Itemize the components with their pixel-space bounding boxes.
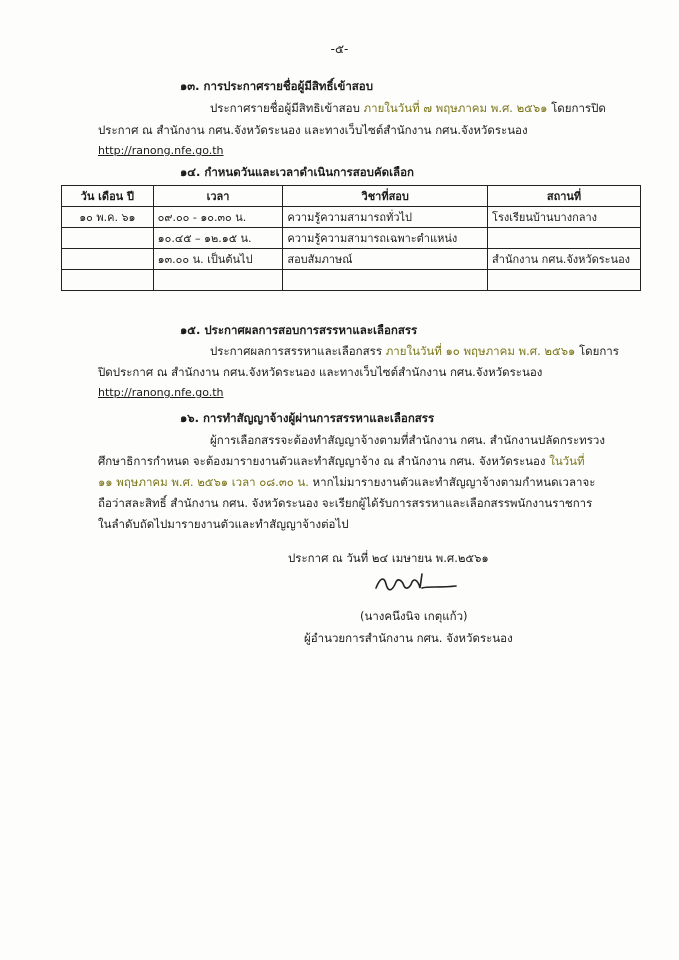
section-16-line-2 [98,453,585,471]
section-13-heading: ๑๓. การประกาศรายชื่อผู้มีสิทธิ์เข้าสอบ [180,79,374,93]
table-cell [488,270,641,291]
table-row [62,207,641,228]
section-13-text: ประกาศรายชื่อผู้มีสิทธิเข้าสอบ [210,101,364,115]
header-place: สถานที่ [488,186,641,207]
section-13-link[interactable]: http://ranong.nfe.go.th [98,144,224,157]
table-cell: สำนักงาน กศน.จังหวัดระนอง [488,249,641,270]
section-13-line-1 [210,100,606,118]
table-cell [62,249,154,270]
table-row [62,270,641,291]
table-cell: โรงเรียนบ้านบางกลาง [488,207,641,228]
section-16-line-4: ถือว่าสละสิทธิ์ สำนักงาน กศน. จังหวัดระนอง จะเรียกผู้ได้รับการสรรหาและเลือกสรรพนักงานราชการ [98,496,593,510]
section-13-line-2: ประกาศ ณ สำนักงาน กศน.จังหวัดระนอง และทางเว็บไซต์สำนักงาน กศน.จังหวัดระนอง [98,123,528,137]
table-cell: สอบสัมภาษณ์ [283,249,488,270]
table-cell: ความรู้ความสามารถทั่วไป [283,207,488,228]
table-cell [283,270,488,291]
table-cell: ๑๐.๔๕ – ๑๒.๑๕ น. [153,228,283,249]
section-16-line-3 [98,474,595,492]
announcement-date: ประกาศ ณ วันที่ ๒๔ เมษายน พ.ศ.๒๕๖๑ [288,551,489,565]
section-13-date: ภายในวันที่ ๗ พฤษภาคม พ.ศ. ๒๕๖๑ [363,101,548,115]
section-15-link[interactable]: http://ranong.nfe.go.th [98,386,224,399]
signatory-title: ผู้อำนวยการสำนักงาน กศน. จังหวัดระนอง [304,631,513,645]
signature [372,570,462,598]
signatory-name: (นางคนึงนิจ เกตุแก้ว) [360,609,468,623]
section-13-text-end: โดยการปิด [547,101,606,115]
section-16-text: ศึกษาธิการกำหนด จะต้องมารายงานตัวและทำสัญญาจ้าง ณ สำนักงาน กศน. จังหวัดระนอง [98,454,550,468]
table-cell [488,228,641,249]
table-cell: ๐๙.๐๐ - ๑๐.๓๐ น. [153,207,283,228]
table-row [62,249,641,270]
section-15-line-2: ปิดประกาศ ณ สำนักงาน กศน.จังหวัดระนอง และทางเว็บไซต์สำนักงาน กศน.จังหวัดระนอง [98,365,543,379]
section-16-line-5: ในลำดับถัดไปมารายงานตัวและทำสัญญาจ้างต่อไป [98,517,349,531]
section-16-heading: ๑๖. การทำสัญญาจ้างผู้ผ่านการสรรหาและเลือกสรร [180,411,435,425]
schedule-table [61,185,641,291]
section-16-text-cont: หากไม่มารายงานตัวและทำสัญญาจ้างตามกำหนดเวลาจะ [308,475,596,489]
table-cell [62,228,154,249]
table-cell [153,270,283,291]
header-time: เวลา [153,186,283,207]
section-16-date: ๑๑ พฤษภาคม พ.ศ. ๒๕๖๑ เวลา ๐๘.๓๐ น. [98,475,309,489]
header-subject: วิชาที่สอบ [283,186,488,207]
table-row [62,228,641,249]
section-15-date: ภายในวันที่ ๑๐ พฤษภาคม พ.ศ. ๒๕๖๑ [385,344,576,358]
section-14-heading: ๑๔. กำหนดวันและเวลาดำเนินการสอบคัดเลือก [180,165,414,179]
section-15-text-end: โดยการ [575,344,619,358]
section-15-line-1 [210,343,619,361]
section-16-highlight: ในวันที่ [549,454,585,468]
page-number: -๕- [330,42,349,56]
table-header-row [62,186,641,207]
table-cell [62,270,154,291]
table-cell: ๑๓.๐๐ น. เป็นต้นไป [153,249,283,270]
table-cell: ๑๐ พ.ค. ๖๑ [62,207,154,228]
section-15-heading: ๑๕. ประกาศผลการสอบการสรรหาและเลือกสรร [180,323,418,337]
section-16-line-1: ผู้การเลือกสรรจะต้องทำสัญญาจ้างตามที่สำนักงาน กศน. สำนักงานปลัดกระทรวง [210,433,605,447]
header-date: วัน เดือน ปี [62,186,154,207]
table-cell: ความรู้ความสามารถเฉพาะตำแหน่ง [283,228,488,249]
section-15-text: ประกาศผลการสรรหาและเลือกสรร [210,344,386,358]
